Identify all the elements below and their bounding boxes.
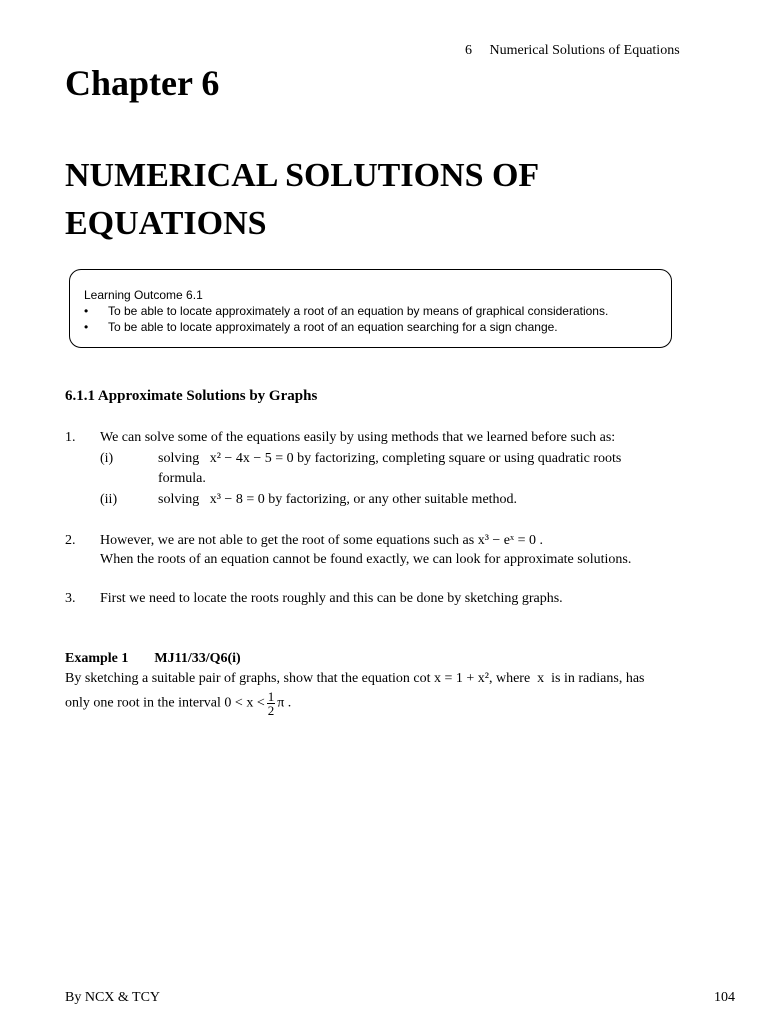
- variable: x: [537, 671, 545, 686]
- item-number: 1.: [65, 430, 76, 445]
- example-line: [65, 671, 645, 687]
- example-heading: [65, 651, 241, 667]
- section-heading: 6.1.1 Approximate Solutions by Graphs: [65, 388, 318, 404]
- sub-item-rest: by factorizing, or any other suitable method.: [268, 492, 518, 507]
- item-text-part: However, we are not able to get the root of some equations such as: [100, 533, 475, 548]
- item-text: When the roots of an equation cannot be found exactly, we can look for approximate solutions.: [100, 552, 632, 567]
- sub-item-word: solving: [158, 451, 200, 466]
- footer-authors: By NCX & TCY: [65, 990, 161, 1005]
- header-chapter-number: 6: [465, 43, 472, 58]
- example-text: is in radians, has: [551, 671, 645, 686]
- learning-outcome-heading: Learning Outcome 6.1: [84, 288, 203, 302]
- sub-item-text: [158, 451, 621, 467]
- equation: x³ − 8 = 0: [209, 492, 265, 507]
- equation: π .: [277, 695, 292, 711]
- item-text: First we need to locate the roots roughly and this can be done by sketching graphs.: [100, 591, 563, 606]
- example-line: [65, 690, 291, 717]
- example-text: By sketching a suitable pair of graphs, show that the equation: [65, 671, 410, 686]
- equation: x² − 4x − 5 = 0: [209, 451, 294, 466]
- learning-outcome-bullet: • To be able to locate approximately a root of an equation by means of graphical considerations.: [84, 303, 671, 319]
- item-number: 3.: [65, 591, 76, 606]
- sub-item-word: solving: [158, 492, 200, 507]
- example-text: only one root in the interval: [65, 695, 221, 711]
- example-text: , where: [488, 671, 531, 686]
- equation: x³ − eˣ = 0 .: [477, 533, 543, 548]
- sub-item-continuation: formula.: [158, 471, 206, 486]
- learning-outcome-box: [69, 269, 672, 348]
- chapter-title-line1: NUMERICAL SOLUTIONS OF: [65, 157, 540, 194]
- equation: cot x = 1 + x²: [413, 671, 489, 686]
- learning-outcome-bullet: • To be able to locate approximately a root of an equation searching for a sign change.: [84, 319, 671, 335]
- chapter-title-line2: EQUATIONS: [65, 205, 267, 242]
- fraction: [267, 690, 276, 717]
- equation: 0 < x <: [224, 695, 265, 711]
- running-header: [465, 43, 680, 59]
- item-number: 2.: [65, 533, 76, 548]
- example-reference: MJ11/33/Q6(i): [154, 651, 241, 666]
- page-number: 104: [714, 990, 735, 1005]
- fraction-denominator: 2: [267, 703, 275, 718]
- item-text: We can solve some of the equations easily by using methods that we learned before such as:: [100, 430, 616, 445]
- fraction-numerator: 1: [267, 689, 275, 704]
- header-running-title: Numerical Solutions of Equations: [489, 43, 680, 58]
- sub-item-label: (i): [100, 451, 114, 466]
- example-label: Example 1: [65, 651, 129, 666]
- chapter-heading: Chapter 6: [65, 63, 220, 103]
- sub-item-rest: by factorizing, completing square or using quadratic roots: [297, 451, 622, 466]
- sub-item-label: (ii): [100, 492, 118, 507]
- item-text: [100, 533, 543, 549]
- sub-item-text: [158, 492, 517, 508]
